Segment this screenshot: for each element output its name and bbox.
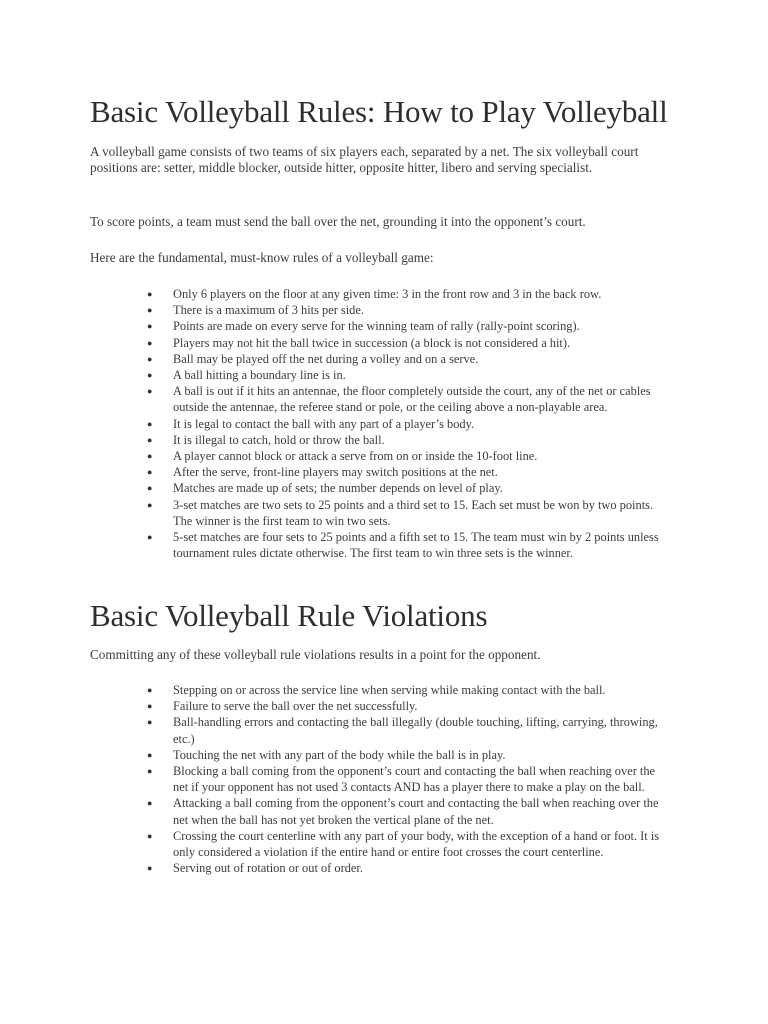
- violation-item-text: Serving out of rotation or out of order.: [173, 861, 363, 876]
- violation-item-text: Stepping on or across the service line when serving while making contact with the ball.: [173, 683, 606, 697]
- rules-list: [145, 286, 660, 561]
- bullet-icon: ●: [147, 451, 153, 462]
- rule-item: [145, 464, 660, 480]
- bullet-icon: ●: [147, 370, 153, 381]
- rule-item-text: 3-set matches are two sets to 25 points and a third set to 15. Each set must be won by two points. The winner is the first team to win two sets.: [173, 497, 654, 528]
- violation-item-text: Attacking a ball coming from the opponent’s court and contacting the ball when reaching over the net when the ball has not yet broken the vertical plane of the net.: [173, 796, 659, 827]
- bullet-icon: ●: [147, 701, 153, 712]
- rule-item: [145, 497, 660, 529]
- rule-item: [145, 448, 660, 464]
- scoring-paragraph: To score points, a team must send the ball over the net, grounding it into the opponent’s court.: [90, 214, 586, 229]
- violation-item-text: Failure to serve the ball over the net successfully.: [173, 699, 418, 714]
- fundamentals-intro: Here are the fundamental, must-know rules of a volleyball game:: [90, 250, 434, 265]
- bullet-icon: ●: [147, 353, 153, 364]
- bullet-icon: ●: [147, 685, 153, 695]
- bullet-icon: ●: [147, 305, 153, 316]
- violation-item-text: Ball-handling errors and contacting the ball illegally (double touching, lifting, carrying, throwing, etc.): [173, 715, 658, 746]
- rule-item: [145, 416, 660, 432]
- rule-item: [145, 351, 660, 367]
- rule-item: [145, 529, 660, 561]
- violation-item-text: Crossing the court centerline with any part of your body, with the exception of a hand or foot. It is only considered a violation if the entire hand or entire foot crosses the court centerline.: [173, 828, 660, 860]
- violation-item: [145, 828, 660, 860]
- bullet-icon: ●: [147, 830, 153, 841]
- bullet-icon: ●: [147, 798, 153, 809]
- rule-item-text: It is illegal to catch, hold or throw the ball.: [173, 432, 385, 447]
- rule-item: [145, 480, 660, 496]
- violation-item-text: Touching the net with any part of the body while the ball is in play.: [173, 747, 506, 762]
- violations-heading: Basic Volleyball Rule Violations: [90, 598, 488, 633]
- bullet-icon: ●: [147, 434, 153, 445]
- rule-item-text: Only 6 players on the floor at any given time: 3 in the front row and 3 in the back row.: [173, 287, 602, 301]
- violation-item: [145, 763, 660, 795]
- rule-item: [145, 286, 660, 302]
- violations-intro: Committing any of these volleyball rule violations results in a point for the opponent.: [90, 647, 541, 662]
- violation-item: [145, 860, 660, 876]
- rule-item-text: Matches are made up of sets; the number depends on level of play.: [173, 481, 503, 496]
- violation-item: [145, 714, 660, 746]
- rule-item-text: After the serve, front-line players may switch positions at the net.: [173, 465, 498, 480]
- rule-item-text: A ball hitting a boundary line is in.: [173, 368, 346, 383]
- rule-item: [145, 383, 660, 415]
- bullet-icon: ●: [147, 717, 153, 728]
- rule-item: [145, 335, 660, 351]
- violation-item: [145, 682, 660, 698]
- bullet-icon: ●: [147, 321, 153, 332]
- rule-item-text: A ball is out if it hits an antennae, the floor completely outside the court, any of the net or cables outside the antennae, the referee stand or pole, or the ceiling above a non-playable area.: [173, 384, 651, 415]
- bullet-icon: ●: [147, 467, 153, 478]
- violation-item: [145, 795, 660, 827]
- violation-item-text: Blocking a ball coming from the opponent’s court and contacting the ball when reaching over the net if your opponent has not used 3 contacts AND has a player there to make a play on the ball.: [173, 764, 656, 795]
- bullet-icon: ●: [147, 749, 153, 760]
- bullet-icon: ●: [147, 863, 153, 874]
- rule-item-text: Ball may be played off the net during a volley and on a serve.: [173, 351, 479, 366]
- bullet-icon: ●: [147, 386, 153, 397]
- rule-item-text: 5-set matches are four sets to 25 points and a fifth set to 15. The team must win by 2 points unless tournament rules dictate otherwise. The first team to win three sets is the winner.: [173, 530, 659, 561]
- violation-item: [145, 698, 660, 714]
- violations-list: [145, 682, 660, 876]
- rule-item-text: Players may not hit the ball twice in succession (a block is not considered a hit).: [173, 335, 571, 350]
- bullet-icon: ●: [147, 337, 153, 348]
- rule-item: [145, 367, 660, 383]
- rule-item-text: There is a maximum of 3 hits per side.: [173, 303, 364, 318]
- rule-item: [145, 432, 660, 448]
- rule-item-text: A player cannot block or attack a serve from on or inside the 10-foot line.: [173, 449, 538, 464]
- bullet-icon: ●: [147, 766, 153, 777]
- rule-item-text: Points are made on every serve for the winning team of rally (rally-point scoring).: [173, 319, 580, 334]
- rule-item: [145, 302, 660, 318]
- rule-item: [145, 318, 660, 334]
- violation-item: [145, 747, 660, 763]
- bullet-icon: ●: [147, 289, 153, 299]
- page-title: Basic Volleyball Rules: How to Play Volleyball: [90, 94, 668, 129]
- bullet-icon: ●: [147, 483, 153, 494]
- bullet-icon: ●: [147, 499, 153, 510]
- bullet-icon: ●: [147, 418, 153, 429]
- intro-paragraph: A volleyball game consists of two teams of six players each, separated by a net. The six volleyball court positions are: setter, middle blocker, outside hitter, opposite hitter, libero and serving specialist.: [90, 144, 639, 176]
- bullet-icon: ●: [147, 532, 153, 543]
- rule-item-text: It is legal to contact the ball with any part of a player’s body.: [173, 416, 475, 431]
